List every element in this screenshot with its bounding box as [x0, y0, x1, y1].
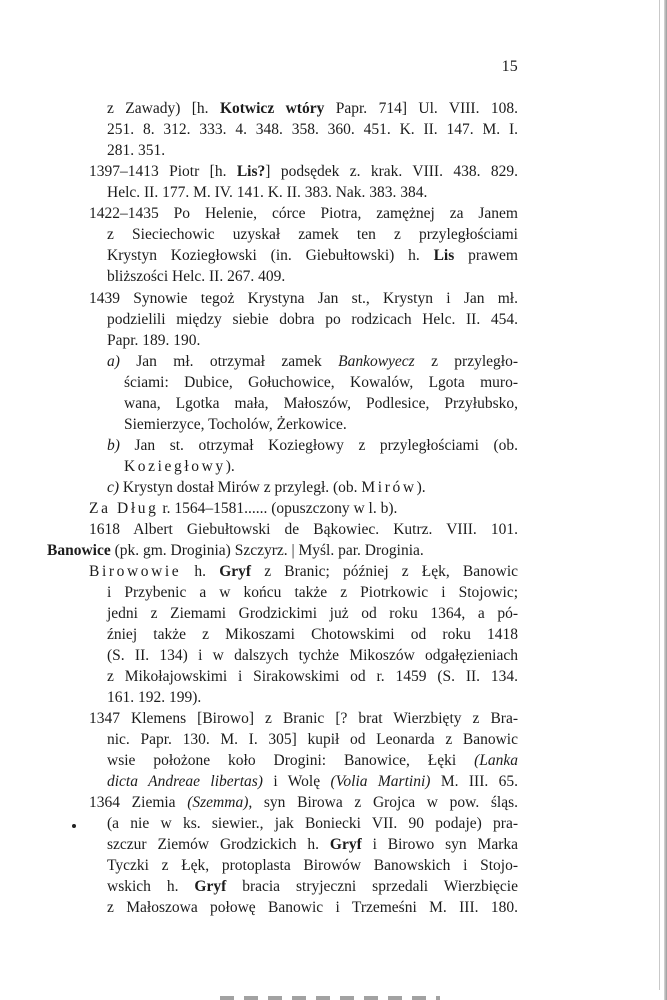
text-run: ściami: Dubice, Gołuchowice, Kowalów, Lgota muro- [124, 374, 518, 391]
text-line [107, 689, 518, 707]
italic-term: dicta Andreae libertas) [107, 773, 263, 790]
text-run: ). [225, 458, 235, 475]
text-run: Krystyn Koziegłowski (in. Giebułtowski) h. [107, 247, 434, 264]
spaced-term: Birowowie [89, 563, 182, 580]
text-line [107, 584, 518, 602]
italic-term: Bankowyecz [338, 353, 415, 370]
text-line [89, 205, 518, 223]
italic-term: (Lanka [474, 752, 518, 769]
text-line [47, 542, 518, 560]
text-run: Helc. II. 177. M. IV. 141. K. II. 383. Nak. 383. 384. [107, 184, 428, 201]
text-run: wana, Lgotka mała, Małoszów, Podlesice, Przyłubsko, [124, 395, 518, 412]
text-run: z Mikołajowskimi i Sirakowskimi od r. 1459 (S. II. 134. [107, 668, 518, 685]
text-line [107, 247, 518, 265]
text-line [124, 416, 518, 434]
text-run: i Przybenic a w końcu także z Piotrkowic i Stojowic; [107, 584, 518, 601]
text-run: Jan st. otrzymał Koziegłowy z przyległościami (ob. [119, 437, 518, 454]
text-line [107, 815, 518, 833]
text-line [107, 226, 518, 244]
text-run: z Małoszowa połowę Banowic i Trzemeśni M. III. 180. [107, 899, 518, 916]
text-line [89, 163, 518, 181]
italic-term: (Szemma), [187, 794, 253, 811]
text-line [124, 458, 518, 476]
text-line [107, 332, 518, 350]
text-run: 1439 Synowie tegoż Krystyna Jan st., Krystyn i Jan mł. [89, 290, 518, 307]
text-run: M. III. 65. [430, 773, 518, 790]
text-line [124, 395, 518, 413]
text-run: Jan mł. otrzymał zamek [119, 353, 339, 370]
text-line [107, 268, 518, 286]
text-run: wsie położone koło Drogini: Banowice, Łęki [107, 752, 475, 769]
text-run: Papr. 189. 190. [107, 332, 201, 349]
scan-edge-line [659, 0, 660, 990]
scan-speck [72, 824, 76, 828]
text-line [107, 479, 518, 497]
text-run: ). [416, 479, 426, 496]
text-line [107, 647, 518, 665]
bold-term: Gryf [329, 836, 362, 853]
text-line [89, 710, 518, 728]
text-line [89, 500, 518, 518]
text-run: Krystyn dostał Mirów z przyległ. (ob. [119, 479, 362, 496]
text-run: Siemierzyce, Tocholów, Żerkowice. [124, 416, 347, 433]
text-run: 1364 Ziemia [89, 794, 188, 811]
text-run: wskich h. [107, 878, 195, 895]
text-run: z Zawady) [h. [107, 100, 220, 117]
text-run: prawem [454, 247, 518, 264]
text-line [107, 752, 518, 770]
text-line [107, 836, 518, 854]
spaced-term: Koziegłowy [124, 458, 226, 475]
text-run: z przyległo- [414, 353, 518, 370]
text-run: i Wolę [262, 773, 331, 790]
text-run: jedni z Ziemami Grodzickimi już od roku 1364, a pó- [107, 605, 518, 622]
text-run: 161. 192. 199). [107, 689, 202, 706]
text-run: (S. II. 134) i w dalszych tychże Mikoszów odgałęzieniach [107, 647, 518, 664]
text-line [107, 731, 518, 749]
bold-term: Lis? [236, 163, 266, 180]
text-line [107, 626, 518, 644]
italic-term: a) [107, 353, 120, 370]
text-run: szczur Ziemów Grodzickich h. [107, 836, 330, 853]
text-run: źniej także z Mikoszami Chotowskimi od roku 1418 [107, 626, 518, 643]
italic-term: b) [107, 437, 120, 454]
text-line [107, 857, 518, 875]
text-run: h. [181, 563, 220, 580]
italic-term: (Volia Martini) [330, 773, 431, 790]
bold-term: Gryf [194, 878, 227, 895]
text-line [89, 290, 518, 308]
text-run: Papr. 714] Ul. VIII. 108. [324, 100, 518, 117]
italic-term: c) [107, 479, 120, 496]
text-run: z Branic; później z Łęk, Banowic [251, 563, 519, 580]
text-run: i Birowo syn Marka [361, 836, 518, 853]
text-line [107, 184, 518, 202]
text-run: bracia stryjeczni sprzedali Wierzbięcie [226, 878, 518, 895]
text-run: r. 1564–1581...... (opuszczony w l. b). [158, 500, 398, 517]
text-line [107, 773, 518, 791]
text-run: 1347 Klemens [Birowo] z Branic [? brat Wierzbięty z Bra- [89, 710, 518, 727]
text-run: 1618 Albert Giebułtowski de Bąkowiec. Kutrz. VIII. 101. [89, 521, 518, 538]
text-line [107, 100, 518, 118]
text-run: 1422–1435 Po Helenie, córce Piotra, zamężnej za Janem [89, 205, 518, 222]
text-line [124, 374, 518, 392]
text-line [89, 521, 518, 539]
bold-term: Kotwicz wtóry [219, 100, 325, 117]
text-run: 251. 8. 312. 333. 4. 348. 358. 360. 451. K. II. 147. M. I. [107, 121, 518, 138]
text-line [107, 142, 518, 160]
text-line [89, 794, 518, 812]
spaced-term: Za Dług [89, 500, 159, 517]
text-line [107, 311, 518, 329]
text-line [107, 437, 518, 455]
text-line [107, 878, 518, 896]
text-line [107, 121, 518, 139]
text-run: (pk. gm. Droginia) Szczyrz. | Myśl. par. Droginia. [110, 542, 424, 559]
bold-term: Gryf [219, 563, 252, 580]
text-run: podzielili między siebie dobra po rodzicach Helc. II. 454. [107, 311, 518, 328]
text-line [107, 899, 518, 917]
bold-term: Lis [433, 247, 455, 264]
text-line [107, 668, 518, 686]
spaced-term: Mirów [361, 479, 417, 496]
text-run: 1397–1413 Piotr [h. [89, 163, 237, 180]
text-run: 281. 351. [107, 142, 166, 159]
page-number: 15 [501, 58, 518, 75]
text-line [107, 353, 518, 371]
bold-term: Banowice [47, 542, 111, 559]
text-run: bliższości Helc. II. 267. 409. [107, 268, 286, 285]
text-line [107, 605, 518, 623]
text-line [89, 563, 518, 581]
text-run: syn Birowa z Grojca w pow. śląs. [252, 794, 518, 811]
text-run: (a nie w ks. siewier., jak Boniecki VII. 90 podaje) pra- [107, 815, 518, 832]
text-run: ] podsędek z. krak. VIII. 438. 829. [265, 163, 518, 180]
text-run: z Sieciechowic uzyskał zamek ten z przyległościami [107, 226, 518, 243]
text-run: nic. Papr. 130. M. I. 305] kupił od Leonarda z Banowic [107, 731, 518, 748]
text-run: Tyczki z Łęk, protoplasta Birowów Banowskich i Stojo- [107, 857, 518, 874]
scan-bottom-artifact [220, 996, 440, 1000]
